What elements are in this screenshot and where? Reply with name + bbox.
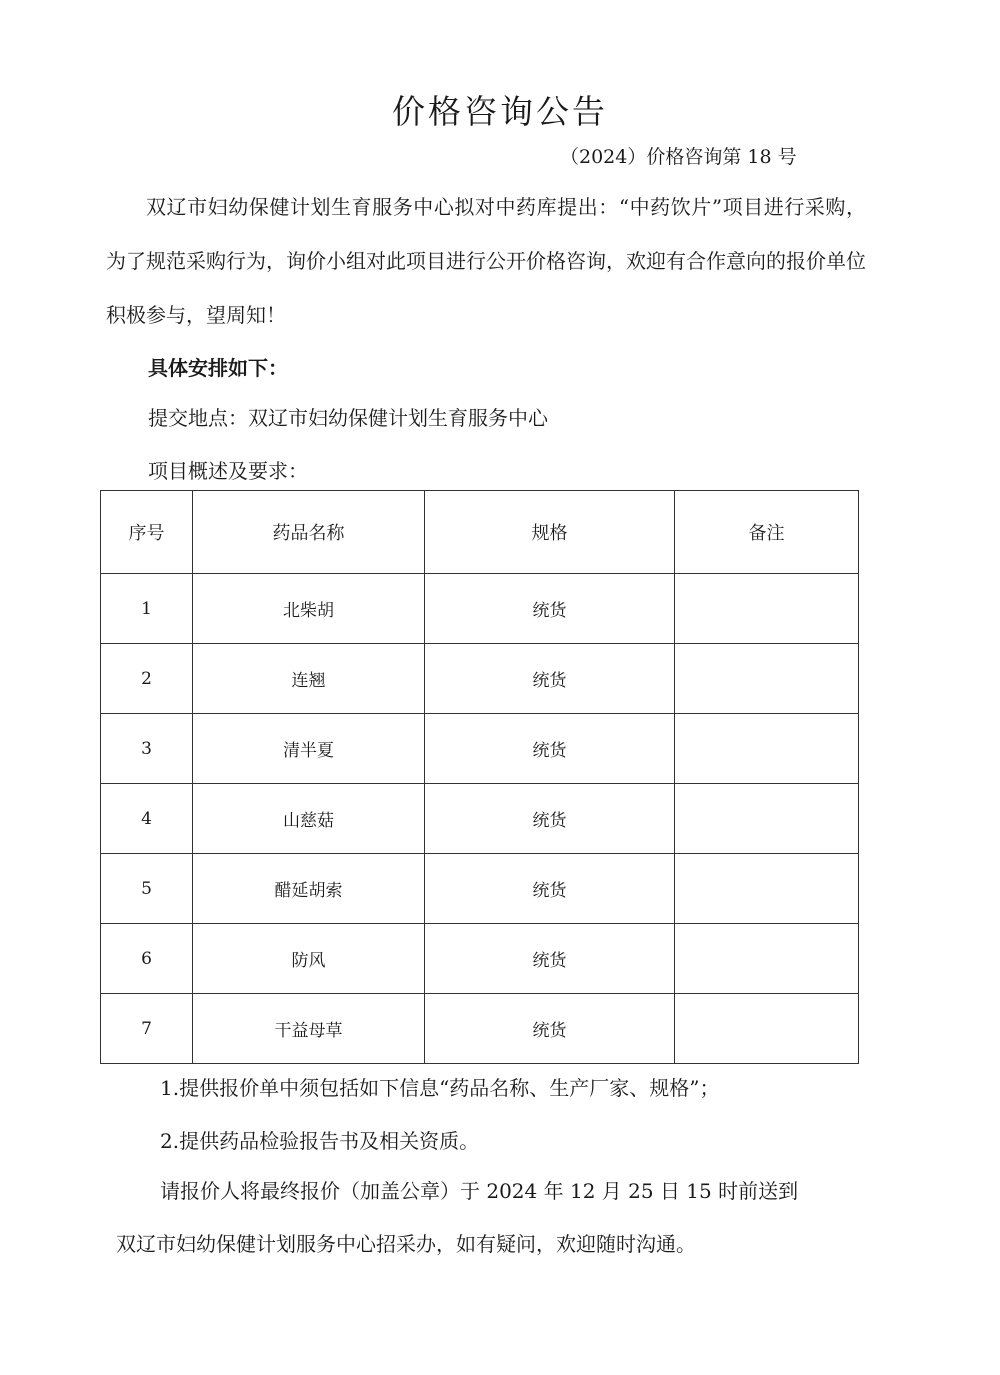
header-name: 药品名称 [193,491,425,574]
table-row [101,644,859,714]
cell-spec: 统货 [425,924,675,994]
cell-note [675,924,859,994]
table-row [101,854,859,924]
cell-spec: 统货 [425,644,675,714]
cell-note [675,994,859,1064]
closing-line-2: 双辽市妇幼保健计划服务中心招采办，如有疑问，欢迎随时沟通。 [116,1232,696,1256]
cell-spec: 统货 [425,714,675,784]
cell-name: 防风 [193,924,425,994]
cell-note [675,854,859,924]
header-no: 序号 [101,491,193,574]
cell-no: 4 [101,784,193,854]
cell-no: 1 [101,574,193,644]
cell-name: 清半夏 [193,714,425,784]
table-row [101,574,859,644]
cell-name: 连翘 [193,644,425,714]
arrangement-heading: 具体安排如下： [148,356,288,380]
drug-table [100,490,859,1064]
cell-no: 6 [101,924,193,994]
cell-note [675,714,859,784]
cell-no: 2 [101,644,193,714]
table-row [101,924,859,994]
cell-note [675,784,859,854]
table-row [101,994,859,1064]
document-number: （2024）价格咨询第 18 号 [560,146,797,168]
document-title: 价格咨询公告 [392,92,608,131]
table-row [101,714,859,784]
cell-note [675,574,859,644]
cell-no: 7 [101,994,193,1064]
cell-name: 北柴胡 [193,574,425,644]
cell-spec: 统货 [425,854,675,924]
closing-line-1: 请报价人将最终报价（加盖公章）于 2024 年 12 月 25 日 15 时前送到 [160,1179,799,1203]
cell-spec: 统货 [425,574,675,644]
cell-no: 3 [101,714,193,784]
cell-note [675,644,859,714]
header-note: 备注 [675,491,859,574]
header-spec: 规格 [425,491,675,574]
requirements-heading: 项目概述及要求： [148,459,308,483]
cell-name: 醋延胡索 [193,854,425,924]
requirement-item-2: 2.提供药品检验报告书及相关资质。 [160,1129,480,1153]
cell-name: 山慈菇 [193,784,425,854]
cell-spec: 统货 [425,994,675,1064]
table-row [101,784,859,854]
submit-location: 提交地点：双辽市妇幼保健计划生育服务中心 [148,406,548,430]
table-header-row [101,491,859,574]
cell-no: 5 [101,854,193,924]
cell-spec: 统货 [425,784,675,854]
requirement-item-1: 1.提供报价单中须包括如下信息“药品名称、生产厂家、规格”； [160,1076,720,1100]
cell-name: 干益母草 [193,994,425,1064]
intro-paragraph: 双辽市妇幼保健计划生育服务中心拟对中药库提出：“中药饮片”项目进行采购，为了规范采购行为，询价小组对此项目进行公开价格咨询，欢迎有合作意向的报价单位积极参与，望周知！ [106,195,866,327]
